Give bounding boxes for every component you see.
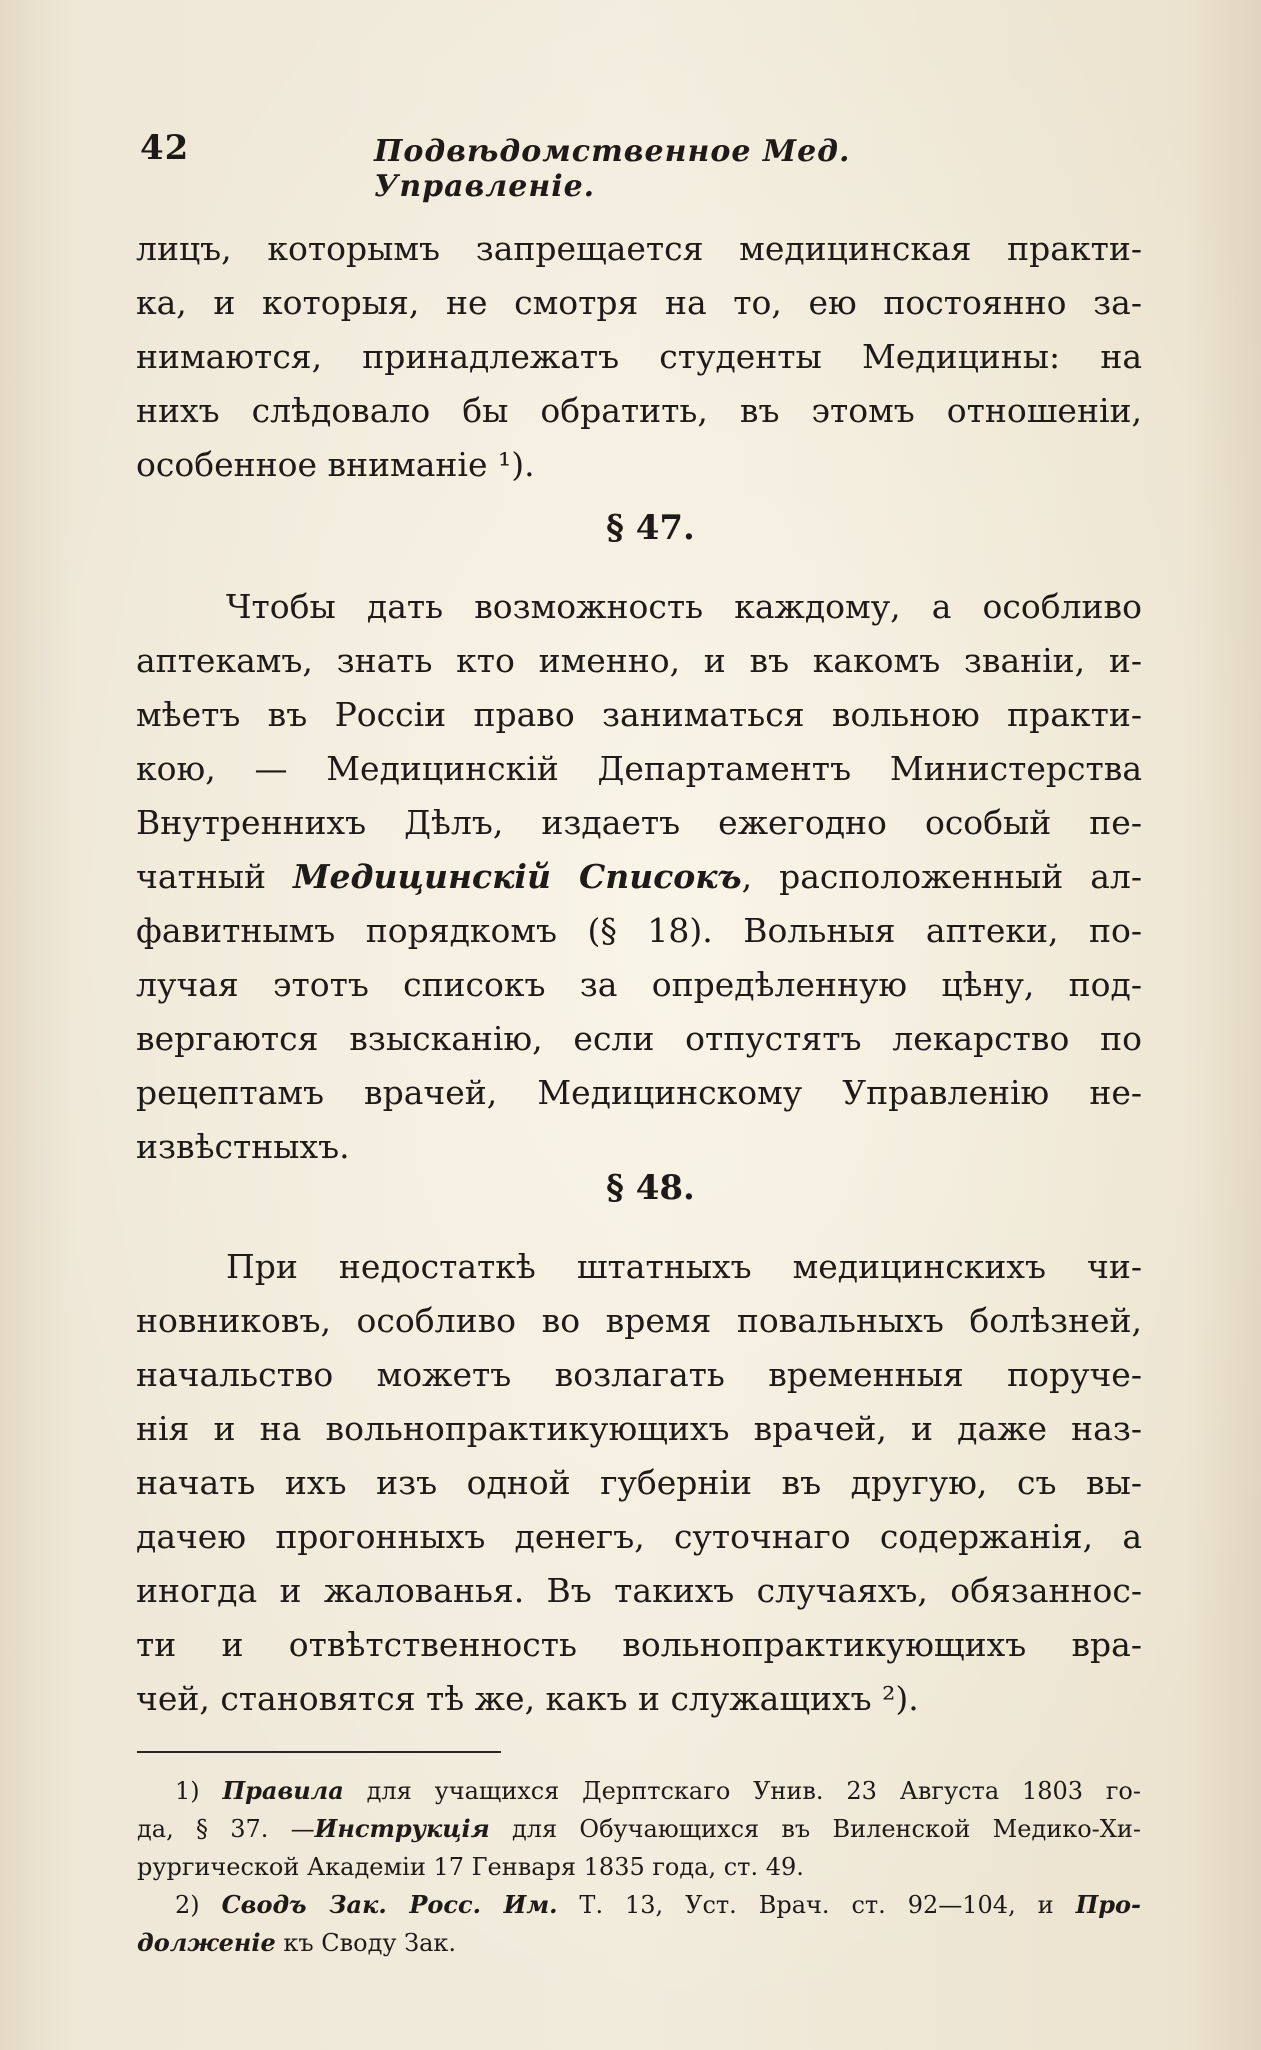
text-segment: для Обучающихся въ Виленской Медико-Хи- — [489, 1815, 1141, 1843]
footnote-1-line: рургической Академіи 17 Генваря 1835 года, ст. 49. — [137, 1853, 804, 1881]
running-head — [140, 128, 980, 204]
text-segment: къ Своду Зак. — [275, 1929, 457, 1957]
text-line-with-italic — [136, 850, 1142, 904]
paragraph-continuation — [136, 222, 1142, 492]
text-segment: да, § 37. — — [137, 1815, 315, 1843]
footnote-2-line — [137, 1886, 1141, 1924]
text-segment: для учащихся Дерптскаго Унив. 23 Августа 1803 го- — [343, 1777, 1141, 1805]
text-line: лучая этотъ списокъ за опредѣленную цѣну, под- — [136, 965, 1142, 1004]
text-line: нимаются, принадлежатъ студенты Медицины: на — [136, 337, 1142, 376]
text-line: Внутреннихъ Дѣлъ, издаетъ ежегодно особый пе- — [136, 803, 1142, 842]
text-line: аптекамъ, знать кто именно, и въ какомъ званіи, и- — [136, 641, 1142, 680]
text-line: мѣетъ въ Россіи право заниматься вольною практи- — [136, 695, 1142, 734]
text-line: начать ихъ изъ одной губерніи въ другую, съ вы- — [136, 1463, 1142, 1502]
text-line: извѣстныхъ. — [136, 1127, 350, 1166]
section-48-heading: § 48. — [606, 1168, 695, 1208]
text-line: ти и отвѣтственность вольнопрактикующихъ вра- — [136, 1625, 1142, 1664]
paragraph-47 — [136, 580, 1142, 1174]
italic-title: Про- — [1075, 1890, 1142, 1919]
footnote-rule — [137, 1751, 501, 1753]
footnote-2-line — [137, 1924, 1141, 1962]
paragraph-48 — [136, 1240, 1142, 1726]
text-line: нихъ слѣдовало бы обратить, въ этомъ отношеніи, — [136, 391, 1142, 430]
footnotes — [137, 1772, 1141, 1962]
text-line: новниковъ, особливо во время повальныхъ болѣзней, — [136, 1301, 1142, 1340]
running-title: Подвѣдомственное Мед. Управленіе. — [374, 134, 851, 204]
text-line: лицъ, которымъ запрещается медицинская практи- — [136, 229, 1142, 268]
footnote-1-line — [137, 1810, 1141, 1848]
text-segment: чатный — [136, 857, 293, 896]
italic-title: Медицинскій Списокъ — [292, 857, 742, 896]
text-segment: 1) — [175, 1777, 223, 1805]
italic-title: долженіе — [137, 1928, 276, 1957]
text-line: дачею прогонныхъ денегъ, суточнаго содержанія, а — [136, 1517, 1142, 1556]
text-line: рецептамъ врачей, Медицинскому Управленію не- — [136, 1073, 1142, 1112]
italic-title: Сводъ Зак. Росс. Им. — [221, 1890, 558, 1919]
text-segment: 2) — [175, 1891, 222, 1919]
section-47-heading: § 47. — [606, 508, 695, 548]
text-line: При недостаткѣ штатныхъ медицинскихъ чи- — [226, 1247, 1142, 1286]
italic-title: Правила — [222, 1776, 344, 1805]
text-line: кою, — Медицинскій Департаментъ Министерства — [136, 749, 1142, 788]
text-line: иногда и жалованья. Въ такихъ случаяхъ, обязаннос- — [136, 1571, 1142, 1610]
text-line: ка, и которыя, не смотря на то, ею постоянно за- — [136, 283, 1142, 322]
text-line: начальство можетъ возлагать временныя поруче- — [136, 1355, 1142, 1394]
footnote-1-line — [137, 1772, 1141, 1810]
text-line: особенное вниманіе ¹). — [136, 445, 535, 484]
text-line: вергаются взысканію, если отпустятъ лекарство по — [136, 1019, 1142, 1058]
text-line: Чтобы дать возможность каждому, а особливо — [226, 587, 1142, 626]
text-segment: Т. 13, Уст. Врач. ст. 92—104, и — [557, 1891, 1076, 1919]
text-line: фавитнымъ порядкомъ (§ 18). Вольныя аптеки, по- — [136, 911, 1142, 950]
text-line: чей, становятся тѣ же, какъ и служащихъ ²). — [136, 1679, 919, 1718]
page-number: 42 — [140, 128, 190, 168]
text-line: нія и на вольнопрактикующихъ врачей, и даже наз- — [136, 1409, 1142, 1448]
text-segment: , расположенный ал- — [741, 857, 1142, 896]
italic-title: Инструкція — [314, 1814, 490, 1843]
